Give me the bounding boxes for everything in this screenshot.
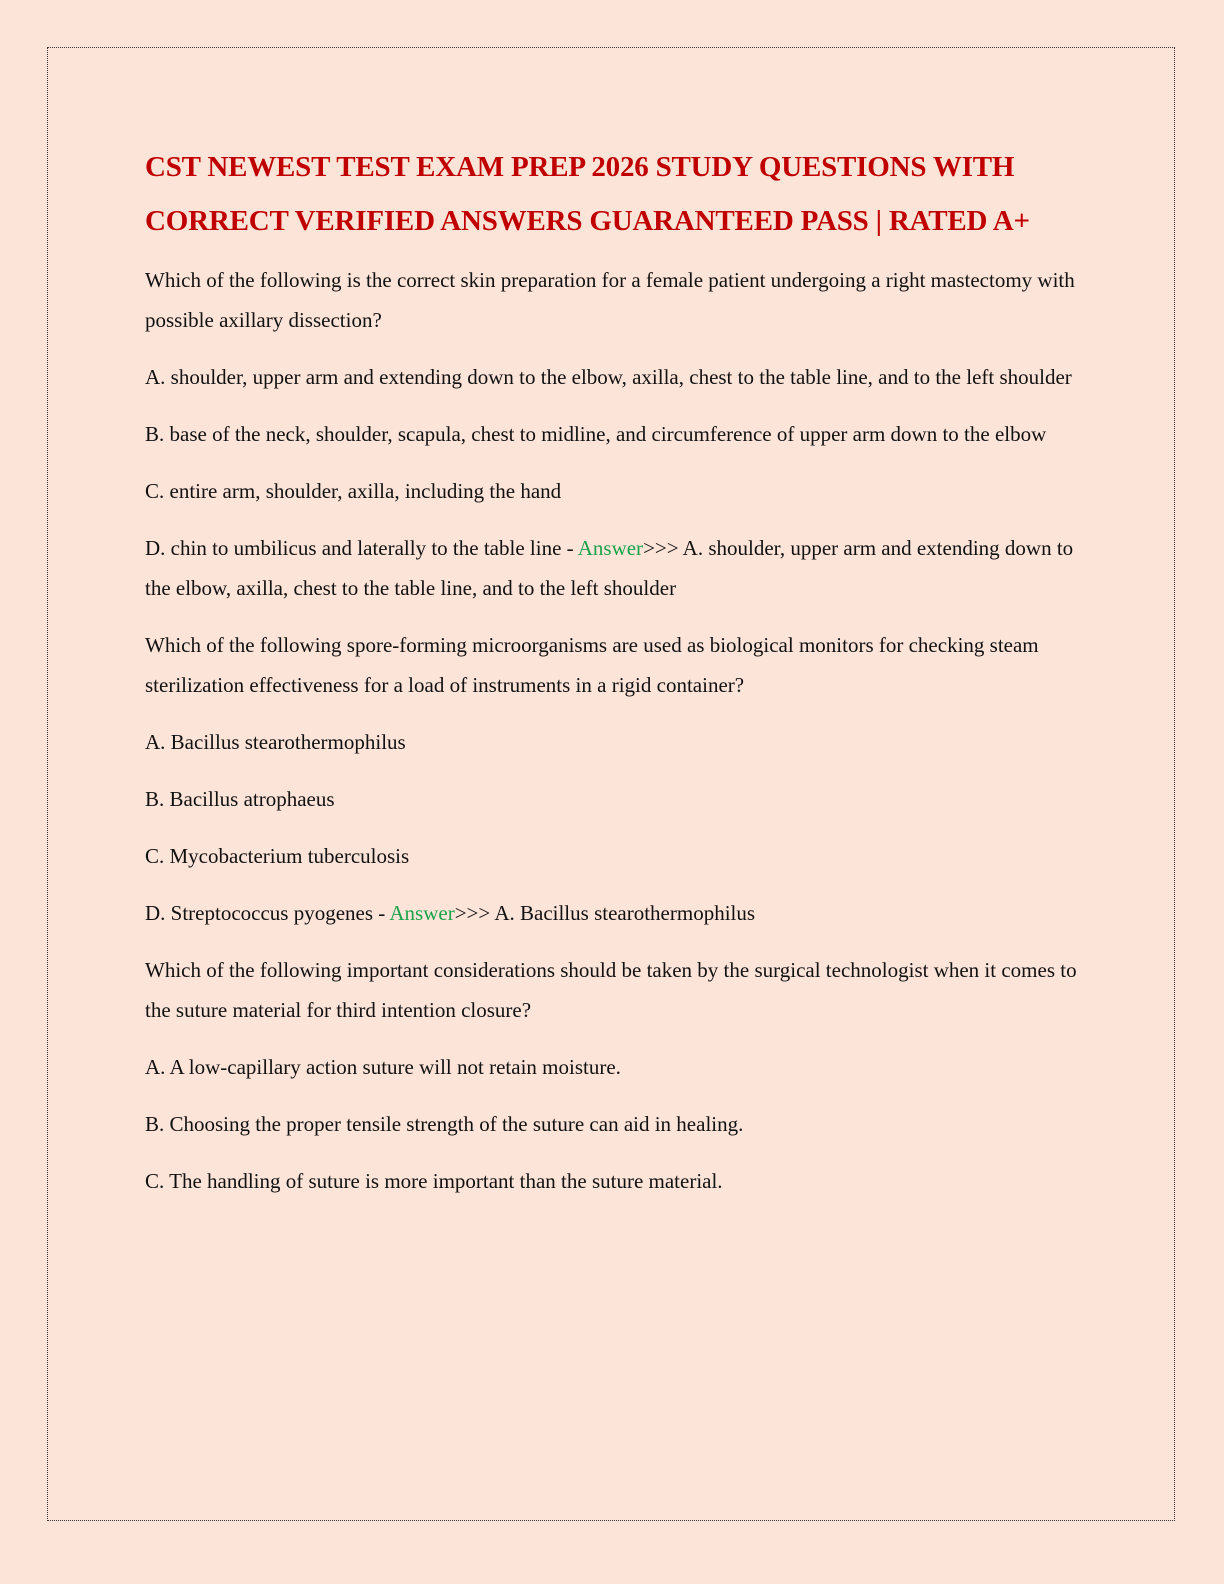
- option-c: C. The handling of suture is more important than the suture material.: [145, 1169, 723, 1193]
- answer-text: >>> A. shoulder, upper arm and extending down to the elbow, axilla, chest to the table line, and to the left shoulder: [145, 536, 1074, 600]
- option-a: A. Bacillus stearothermophilus: [145, 730, 406, 754]
- option-a: A. shoulder, upper arm and extending down to the elbow, axilla, chest to the table line, and to the left shoulder: [145, 365, 1072, 389]
- answer-label: Answer: [389, 901, 455, 925]
- option-d-text: D. chin to umbilicus and laterally to the table line -: [145, 536, 578, 560]
- answer-label: Answer: [577, 536, 644, 560]
- answer-text: >>> A. Bacillus stearothermophilus: [454, 901, 756, 925]
- question-text: Which of the following important considerations should be taken by the surgical technologist when it comes to the suture material for third intention closure?: [145, 958, 1077, 1022]
- option-b: B. Choosing the proper tensile strength of the suture can aid in healing.: [145, 1112, 744, 1136]
- question-1: [145, 260, 1085, 608]
- question-3: [145, 950, 1085, 1201]
- question-text: Which of the following is the correct skin preparation for a female patient undergoing a right mastectomy with possible axillary dissection?: [145, 268, 1075, 332]
- document-title: CST NEWEST TEST EXAM PREP 2026 STUDY QUESTIONS WITH CORRECT VERIFIED ANSWERS GUARANTEED PASS | RATED A+: [145, 151, 1030, 237]
- option-c: C. Mycobacterium tuberculosis: [145, 844, 410, 868]
- document-body: [145, 140, 1085, 1218]
- question-text: Which of the following spore-forming microorganisms are used as biological monitors for checking steam sterilization effectiveness for a load of instruments in a rigid container?: [145, 633, 1039, 697]
- question-2: [145, 625, 1085, 933]
- option-d: [145, 893, 1085, 933]
- option-b: B. base of the neck, shoulder, scapula, chest to midline, and circumference of upper arm down to the elbow: [145, 422, 1047, 446]
- option-b: B. Bacillus atrophaeus: [145, 787, 335, 811]
- option-a: A. A low-capillary action suture will not retain moisture.: [145, 1055, 621, 1079]
- option-c: C. entire arm, shoulder, axilla, including the hand: [145, 479, 562, 503]
- option-d: [145, 528, 1085, 608]
- option-d-text: D. Streptococcus pyogenes -: [145, 901, 390, 925]
